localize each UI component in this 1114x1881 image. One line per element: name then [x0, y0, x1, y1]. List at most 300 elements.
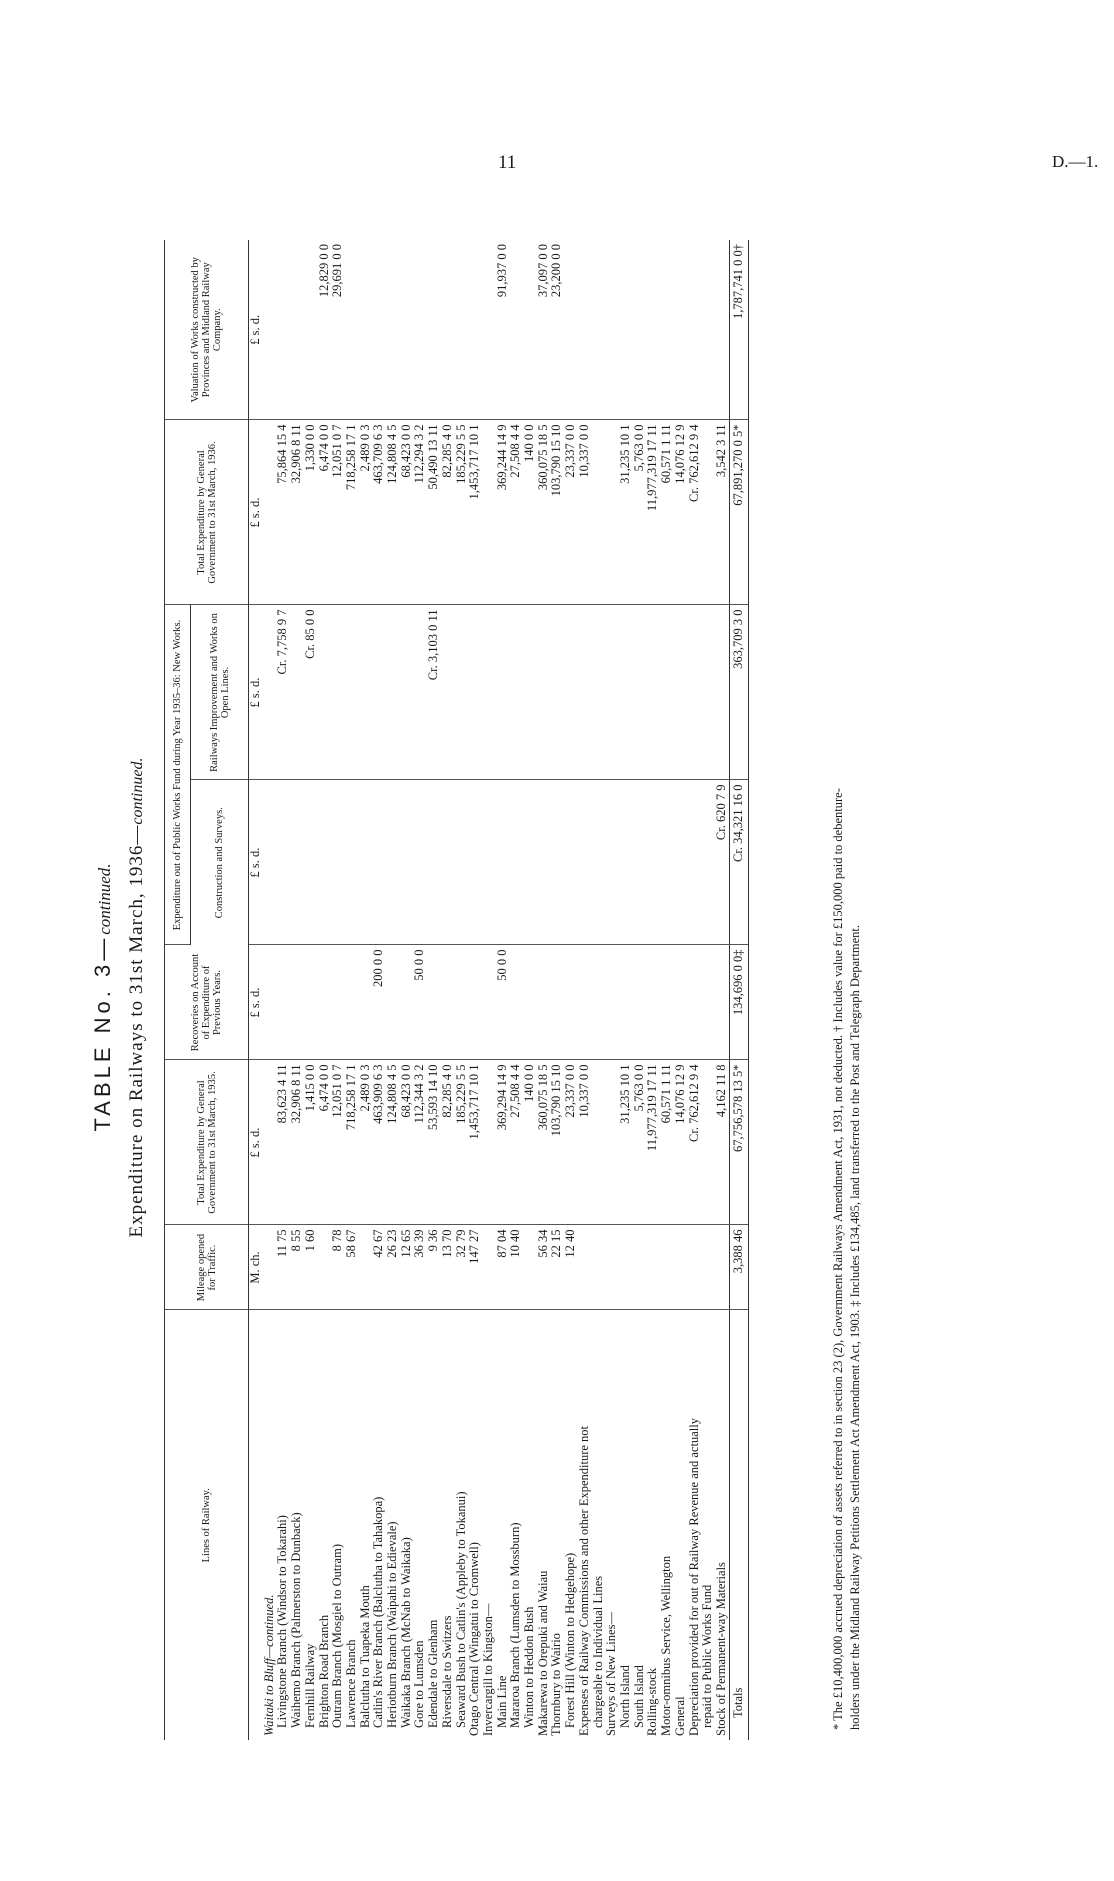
cell-total-1935: 60,571 1 11 — [660, 1060, 674, 1225]
line-name: repaid to Public Works Fund — [700, 1584, 715, 1728]
cell-construction — [304, 780, 318, 945]
cell-total-1936: 75,864 15 4 — [276, 420, 290, 605]
footnotes — [830, 240, 864, 1730]
cell-improvement — [386, 605, 400, 780]
cell-mileage — [660, 1225, 674, 1310]
cell-recoveries — [509, 945, 523, 1060]
table-row — [318, 240, 332, 1740]
totals-construction: Cr. 34,321 16 0 — [729, 780, 748, 945]
cell-valuation — [372, 240, 386, 420]
cell-recoveries — [276, 945, 290, 1060]
cell-valuation — [688, 240, 702, 420]
cell-construction — [372, 780, 386, 945]
table-row — [523, 240, 537, 1740]
cell-total-1935: 140 0 0 — [523, 1060, 537, 1225]
cell-total-1935: 6,474 0 0 — [318, 1060, 332, 1225]
cell-construction — [482, 780, 496, 945]
cell-valuation — [263, 240, 277, 420]
cell-improvement — [482, 605, 496, 780]
cell-valuation — [660, 240, 674, 420]
table-row — [263, 240, 277, 1740]
line-name: Catlin's River Branch (Balclutha to Tahakopa) — [371, 1496, 386, 1728]
expenditure-table — [164, 240, 749, 1740]
cell-total-1935: 12,051 0 7 — [331, 1060, 345, 1225]
cell-mileage: 32 79 — [455, 1225, 469, 1310]
cell-total-1935: 31,235 10 1 — [619, 1060, 633, 1225]
cell-valuation: 91,937 0 0 — [496, 240, 510, 420]
cell-construction — [496, 780, 510, 945]
table-row — [592, 240, 606, 1740]
table-row — [441, 240, 455, 1740]
line-name: Seaward Bush to Catlin's (Appleby to Tokanui) — [453, 1491, 468, 1728]
cell-mileage: 147 27 — [468, 1225, 482, 1310]
table-row — [482, 240, 496, 1740]
cell-total-1936: 124,808 4 5 — [386, 420, 400, 605]
cell-mileage: 56 34 — [537, 1225, 551, 1310]
cell-total-1935: 1,415 0 0 — [304, 1060, 318, 1225]
cell-construction — [441, 780, 455, 945]
cell-improvement — [441, 605, 455, 780]
cell-construction — [633, 780, 647, 945]
cell-construction — [605, 780, 619, 945]
cell-construction — [660, 780, 674, 945]
cell-construction: Cr. 620 7 9 — [715, 780, 729, 945]
cell-total-1936 — [605, 420, 619, 605]
cell-improvement — [523, 605, 537, 780]
line-name: Waitaki to Bluff—continued. — [261, 1594, 276, 1736]
cell-mileage: 9 36 — [427, 1225, 441, 1310]
cell-valuation — [386, 240, 400, 420]
cell-total-1936: 1,453,717 10 1 — [468, 420, 482, 605]
cell-valuation — [619, 240, 633, 420]
cell-valuation: 37,097 0 0 — [537, 240, 551, 420]
cell-total-1936 — [482, 420, 496, 605]
cell-mileage: 87 04 — [496, 1225, 510, 1310]
cell-total-1935: 27,508 4 4 — [509, 1060, 523, 1225]
line-name: Surveys of New Lines— — [604, 1612, 619, 1736]
cell-improvement — [701, 605, 715, 780]
line-name: Fernhill Railway — [302, 1643, 317, 1728]
cell-recoveries — [564, 945, 578, 1060]
cell-total-1935: 112,344 3 2 — [413, 1060, 427, 1225]
cell-mileage — [715, 1225, 729, 1310]
cell-valuation — [345, 240, 359, 420]
header-pwf-group: Expenditure out of Public Works Fund during Year 1935–36: New Works. — [165, 605, 191, 945]
cell-total-1935: 23,337 0 0 — [564, 1060, 578, 1225]
cell-total-1935: 2,489 0 3 — [359, 1060, 373, 1225]
unit-money: £ s. d. — [249, 1060, 263, 1225]
totals-mileage: 3,388 46 — [729, 1225, 748, 1310]
table-row — [496, 240, 510, 1740]
cell-improvement — [619, 605, 633, 780]
cell-recoveries — [263, 945, 277, 1060]
cell-construction — [413, 780, 427, 945]
cell-total-1936: 3,542 3 11 — [715, 420, 729, 605]
table-row — [550, 240, 564, 1740]
cell-construction — [455, 780, 469, 945]
header-valuation: Valuation of Works constructed by Provinces and Midland Railway Company. — [165, 240, 249, 420]
header-total-1936: Total Expenditure by General Government to 31st March, 1936. — [165, 420, 249, 605]
header-recoveries: Recoveries on Account of Expenditure of Previous Years. — [165, 945, 249, 1060]
unit-money: £ s. d. — [249, 780, 263, 945]
cell-total-1936 — [592, 420, 606, 605]
cell-improvement — [496, 605, 510, 780]
cell-total-1935: 10,337 0 0 — [578, 1060, 592, 1225]
cell-construction — [578, 780, 592, 945]
table-row — [290, 240, 304, 1740]
cell-total-1936: 185,229 5 5 — [455, 420, 469, 605]
line-name: Gore to Lumsden — [412, 1640, 427, 1728]
cell-mileage — [318, 1225, 332, 1310]
line-name: Waikaka Branch (McNab to Waikaka) — [398, 1537, 413, 1728]
line-name: Waihemo Branch (Palmerston to Dunback) — [289, 1512, 304, 1728]
cell-total-1935 — [592, 1060, 606, 1225]
line-name: Heriotburn Branch (Waipahi to Edievale) — [385, 1521, 400, 1728]
cell-recoveries — [427, 945, 441, 1060]
table-row — [427, 240, 441, 1740]
cell-total-1935: 14,076 12 9 — [674, 1060, 688, 1225]
cell-recoveries — [605, 945, 619, 1060]
cell-improvement — [372, 605, 386, 780]
cell-improvement: Cr. 85 0 0 — [304, 605, 318, 780]
cell-recoveries — [345, 945, 359, 1060]
table-row — [372, 240, 386, 1740]
table-row — [386, 240, 400, 1740]
cell-recoveries — [619, 945, 633, 1060]
cell-improvement — [537, 605, 551, 780]
table-row — [413, 240, 427, 1740]
cell-mileage — [633, 1225, 647, 1310]
cell-total-1935: 1,453,717 10 1 — [468, 1060, 482, 1225]
cell-valuation — [468, 240, 482, 420]
header-mileage: Mileage opened for Traffic. — [165, 1225, 249, 1310]
cell-total-1936: 60,571 1 11 — [660, 420, 674, 605]
cell-recoveries — [715, 945, 729, 1060]
cell-mileage — [578, 1225, 592, 1310]
cell-total-1935: 185,229 5 5 — [455, 1060, 469, 1225]
cell-mileage: 12 40 — [564, 1225, 578, 1310]
cell-valuation: 29,691 0 0 — [331, 240, 345, 420]
cell-recoveries — [592, 945, 606, 1060]
cell-valuation — [633, 240, 647, 420]
cell-valuation — [564, 240, 578, 420]
cell-total-1935: 124,808 4 5 — [386, 1060, 400, 1225]
cell-construction — [564, 780, 578, 945]
cell-mileage: 22 15 — [550, 1225, 564, 1310]
cell-recoveries — [660, 945, 674, 1060]
cell-construction — [427, 780, 441, 945]
cell-improvement — [550, 605, 564, 780]
cell-recoveries: 50 0 0 — [413, 945, 427, 1060]
cell-total-1936: 23,337 0 0 — [564, 420, 578, 605]
cell-recoveries — [578, 945, 592, 1060]
cell-recoveries — [523, 945, 537, 1060]
cell-construction — [331, 780, 345, 945]
cell-construction — [318, 780, 332, 945]
cell-valuation — [455, 240, 469, 420]
cell-mileage — [592, 1225, 606, 1310]
table-row — [509, 240, 523, 1740]
cell-recoveries — [331, 945, 345, 1060]
cell-recoveries — [674, 945, 688, 1060]
cell-mileage — [688, 1225, 702, 1310]
cell-valuation — [359, 240, 373, 420]
cell-mileage: 26 23 — [386, 1225, 400, 1310]
cell-mileage — [701, 1225, 715, 1310]
cell-recoveries — [633, 945, 647, 1060]
line-name: Main Line — [494, 1675, 509, 1728]
cell-valuation — [605, 240, 619, 420]
line-name: Expenses of Railway Commissions and other Expenditure not — [576, 1425, 591, 1736]
cell-total-1936: 463,709 6 3 — [372, 420, 386, 605]
cell-recoveries — [386, 945, 400, 1060]
cell-total-1935: 53,593 14 10 — [427, 1060, 441, 1225]
cell-recoveries — [290, 945, 304, 1060]
cell-total-1936 — [701, 420, 715, 605]
line-name: Thornbury to Wairio — [549, 1633, 564, 1736]
table-row — [400, 240, 414, 1740]
table-row — [660, 240, 674, 1740]
cell-mileage: 10 40 — [509, 1225, 523, 1310]
cell-total-1936: 11,977,319 17 11 — [646, 420, 660, 605]
table-row — [345, 240, 359, 1740]
cell-total-1935: 68,423 0 0 — [400, 1060, 414, 1225]
cell-total-1936: 103,790 15 10 — [550, 420, 564, 605]
cell-mileage — [263, 1225, 277, 1310]
table-row — [468, 240, 482, 1740]
cell-construction — [359, 780, 373, 945]
cell-valuation — [578, 240, 592, 420]
cell-valuation: 12,829 0 0 — [318, 240, 332, 420]
unit-money: £ s. d. — [249, 605, 263, 780]
cell-improvement — [646, 605, 660, 780]
cell-improvement — [263, 605, 277, 780]
page-number: 11 — [498, 152, 517, 173]
cell-total-1935 — [701, 1060, 715, 1225]
cell-total-1935 — [263, 1060, 277, 1225]
table-row — [359, 240, 373, 1740]
cell-mileage — [674, 1225, 688, 1310]
unit-money: £ s. d. — [249, 240, 263, 420]
table-row — [688, 240, 702, 1740]
cell-improvement — [674, 605, 688, 780]
cell-improvement: Cr. 7,758 9 7 — [276, 605, 290, 780]
cell-recoveries — [482, 945, 496, 1060]
footnote-1: * The £10,400,000 accrued depreciation of assets referred to in section 23 (2), Government Railways Amendment Act, 1931, not deducted. † Includes value for £150,000 paid to debenture- — [831, 788, 845, 1730]
cell-valuation — [441, 240, 455, 420]
cell-construction — [386, 780, 400, 945]
cell-total-1935 — [605, 1060, 619, 1225]
cell-recoveries: 200 0 0 — [372, 945, 386, 1060]
line-name: Riversdale to Switzers — [439, 1615, 454, 1728]
cell-total-1936: 31,235 10 1 — [619, 420, 633, 605]
cell-recoveries — [455, 945, 469, 1060]
cell-mileage — [646, 1225, 660, 1310]
cell-construction — [263, 780, 277, 945]
cell-total-1935 — [482, 1060, 496, 1225]
table-row — [619, 240, 633, 1740]
cell-total-1935: 718,258 17 1 — [345, 1060, 359, 1225]
cell-construction — [688, 780, 702, 945]
cell-construction — [468, 780, 482, 945]
header-construction: Construction and Surveys. — [191, 780, 249, 945]
cell-valuation — [400, 240, 414, 420]
cell-mileage — [619, 1225, 633, 1310]
table-subtitle: Expenditure on Railways to 31st March, 1936—continued. — [126, 757, 147, 1238]
cell-improvement — [564, 605, 578, 780]
cell-recoveries — [646, 945, 660, 1060]
cell-improvement — [715, 605, 729, 780]
cell-recoveries — [359, 945, 373, 1060]
cell-total-1936: 68,423 0 0 — [400, 420, 414, 605]
cell-recoveries — [468, 945, 482, 1060]
cell-recoveries: 50 0 0 — [496, 945, 510, 1060]
cell-mileage: 13 70 — [441, 1225, 455, 1310]
line-name: Lawrence Branch — [343, 1639, 358, 1728]
cell-valuation — [509, 240, 523, 420]
line-name: Motor-omnibus Service, Wellington — [659, 1555, 674, 1736]
cell-construction — [537, 780, 551, 945]
table-row — [715, 240, 729, 1740]
cell-total-1936: 360,075 18 5 — [537, 420, 551, 605]
cell-total-1936 — [263, 420, 277, 605]
line-name: Winton to Heddon Bush — [522, 1606, 537, 1728]
totals-valuation: 1,787,741 0 0† — [729, 240, 748, 420]
totals-label: Totals — [729, 1310, 748, 1740]
line-name: chargeable to Individual Lines — [590, 1575, 605, 1728]
cell-total-1935: 82,285 4 0 — [441, 1060, 455, 1225]
cell-total-1935: 11,977,319 17 11 — [646, 1060, 660, 1225]
cell-total-1935: 4,162 11 8 — [715, 1060, 729, 1225]
line-name: Edendale to Glenham — [426, 1619, 441, 1728]
cell-improvement — [688, 605, 702, 780]
cell-valuation — [701, 240, 715, 420]
cell-construction — [509, 780, 523, 945]
cell-improvement — [578, 605, 592, 780]
cell-valuation — [715, 240, 729, 420]
totals-recoveries: 134,696 0 0‡ — [729, 945, 748, 1060]
cell-recoveries — [537, 945, 551, 1060]
line-name: General — [672, 1696, 687, 1736]
cell-valuation — [482, 240, 496, 420]
cell-total-1936: 14,076 12 9 — [674, 420, 688, 605]
cell-total-1936: 1,330 0 0 — [304, 420, 318, 605]
cell-total-1936: 32,906 8 11 — [290, 420, 304, 605]
cell-improvement — [413, 605, 427, 780]
cell-recoveries — [441, 945, 455, 1060]
table-row — [633, 240, 647, 1740]
line-name: North Island — [617, 1665, 632, 1728]
cell-construction — [290, 780, 304, 945]
cell-recoveries — [550, 945, 564, 1060]
line-name: Invercargill to Kingston— — [480, 1603, 495, 1736]
table-row — [701, 240, 715, 1740]
cell-total-1935: 83,623 4 11 — [276, 1060, 290, 1225]
cell-improvement — [509, 605, 523, 780]
cell-construction — [523, 780, 537, 945]
line-name: Makarewa to Orepuki and Waiau — [535, 1570, 550, 1736]
cell-valuation — [592, 240, 606, 420]
cell-total-1936: 6,474 0 0 — [318, 420, 332, 605]
table-row — [455, 240, 469, 1740]
cell-valuation — [413, 240, 427, 420]
table-row — [564, 240, 578, 1740]
document-reference: D.—1. — [1052, 152, 1099, 171]
cell-mileage — [359, 1225, 373, 1310]
cell-improvement — [633, 605, 647, 780]
cell-construction — [619, 780, 633, 945]
rotated-table-sheet — [82, 195, 1052, 1800]
cell-total-1935: 32,906 8 11 — [290, 1060, 304, 1225]
cell-improvement — [468, 605, 482, 780]
cell-construction — [550, 780, 564, 945]
cell-valuation — [276, 240, 290, 420]
cell-mileage: 58 67 — [345, 1225, 359, 1310]
cell-total-1936: 27,508 4 4 — [509, 420, 523, 605]
cell-improvement — [660, 605, 674, 780]
cell-total-1935: 5,763 0 0 — [633, 1060, 647, 1225]
table-row — [304, 240, 318, 1740]
line-name: Outram Branch (Mosgiel to Outram) — [330, 1544, 345, 1728]
line-name: Livingstone Branch (Windsor to Tokarahi) — [275, 1515, 290, 1728]
cell-construction — [345, 780, 359, 945]
cell-valuation — [646, 240, 660, 420]
cell-mileage: 11 75 — [276, 1225, 290, 1310]
cell-mileage: 8 55 — [290, 1225, 304, 1310]
cell-valuation — [523, 240, 537, 420]
cell-total-1936: 82,285 4 0 — [441, 420, 455, 605]
table-row — [537, 240, 551, 1740]
cell-recoveries — [318, 945, 332, 1060]
line-name: Forest Hill (Winton to Hedgehope) — [563, 1552, 578, 1728]
header-lines: Lines of Railway. — [165, 1310, 249, 1740]
totals-improvement: 363,709 3 0 — [729, 605, 748, 780]
cell-total-1936: 140 0 0 — [523, 420, 537, 605]
table-title: TABLE No. 3—continued. — [90, 863, 115, 1132]
cell-valuation — [290, 240, 304, 420]
cell-recoveries — [304, 945, 318, 1060]
cell-mileage: 12 65 — [400, 1225, 414, 1310]
cell-improvement — [290, 605, 304, 780]
cell-improvement — [345, 605, 359, 780]
cell-improvement — [331, 605, 345, 780]
cell-improvement — [318, 605, 332, 780]
cell-recoveries — [400, 945, 414, 1060]
table-row — [578, 240, 592, 1740]
cell-valuation — [427, 240, 441, 420]
line-name: Otago Central (Wingatui to Cromwell) — [467, 1542, 482, 1736]
cell-construction — [701, 780, 715, 945]
totals-row — [729, 240, 748, 1740]
cell-construction — [592, 780, 606, 945]
cell-mileage: 1 60 — [304, 1225, 318, 1310]
line-name: Stock of Permanent-way Materials — [713, 1562, 728, 1736]
cell-mileage: 42 67 — [372, 1225, 386, 1310]
footnote-2: holders under the Midland Railway Petitions Settlement Act Amendment Act, 1903. ‡ Includes £134,485, land transferred to the Post and Telegraph Department. — [848, 925, 862, 1730]
table-row — [276, 240, 290, 1740]
cell-total-1935: 369,294 14 9 — [496, 1060, 510, 1225]
line-name: Depreciation provided for out of Railway Revenue and actually — [686, 1418, 701, 1736]
table-row — [331, 240, 345, 1740]
cell-valuation — [304, 240, 318, 420]
cell-improvement — [605, 605, 619, 780]
cell-total-1935: 360,075 18 5 — [537, 1060, 551, 1225]
cell-total-1936: 10,337 0 0 — [578, 420, 592, 605]
units-row — [249, 240, 263, 1740]
cell-total-1936: 5,763 0 0 — [633, 420, 647, 605]
header-total-1935: Total Expenditure by General Government to 31st March, 1935. — [165, 1060, 249, 1225]
cell-mileage — [605, 1225, 619, 1310]
